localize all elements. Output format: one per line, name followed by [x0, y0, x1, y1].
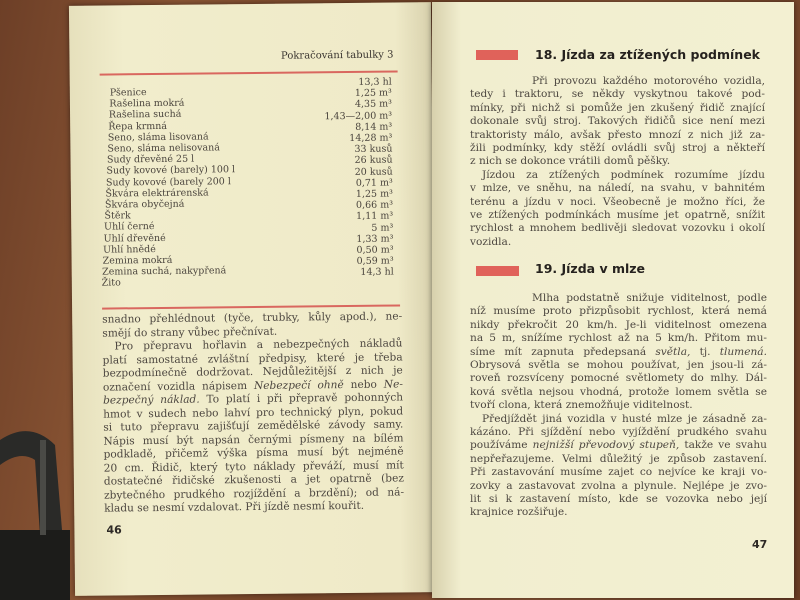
text-line: bezpečný náklad. To platí i při přepravě pohonných: [102, 391, 404, 407]
text-line: zbytečného prudkého rozjíždění a brzdění); od ná-: [103, 485, 405, 502]
text-line: dostatečné řidičské zkušenosti a jet opatrně (bez: [103, 472, 404, 488]
table-row-label: Sudy kovové (barely) 100 l: [106, 164, 236, 177]
page-number-left: 46: [106, 523, 122, 537]
text-line: roveň rozsvíceny pomocné světlomety do mlhy. Dál-: [470, 372, 767, 385]
table-row-label: Sudy kovové (barely 200 l: [105, 175, 231, 189]
text-line: tvoří clona, která znemožňuje viditelnost.: [470, 399, 693, 412]
text-line: kladu se nesmí vzdalovat. Při jízdě nesmí kouřit.: [104, 499, 365, 515]
table-row-label: Uhlí dřevěné: [103, 232, 166, 245]
text-line: dokonale svůj stroj. Takových řidičů sice není mezi: [470, 115, 765, 128]
table-row-label: Seno, sláma lisovaná: [107, 131, 209, 144]
table-row-value: 1,11 m³: [356, 210, 394, 223]
table-row-label: Seno, sláma nelisovaná: [107, 142, 220, 155]
text-line: v mlze, ve sněhu, na náledí, na svahu, v bahnitém: [470, 182, 765, 195]
table-row-value: 0,66 m³: [355, 199, 394, 212]
right-page: [432, 2, 794, 598]
table-row-value: 1,25 m³: [355, 188, 393, 200]
text-line: terénu a jízdu v noci. Všeobecně je možno říci, že: [470, 195, 765, 208]
table-row-label: Sudy dřevěné 25 l: [106, 153, 195, 166]
table-row-value: 1,43—2,00 m³: [324, 110, 393, 122]
text-line: krajnice rozšiřuje.: [470, 506, 568, 519]
text-line: hmot v sudech nebo lahví pro technický plyn, pokud: [103, 404, 404, 421]
conversion-table: [70, 76, 434, 290]
table-row-label: Řepa krmná: [108, 120, 168, 133]
text-line: používáme nejnižší převodový stupeň, takže ve svahu: [470, 439, 768, 452]
text-line: z nich se dokonce vrátili domů pěšky.: [470, 155, 671, 168]
left-page: [69, 2, 437, 596]
table-row-value: 14,3 hl: [360, 266, 394, 279]
text-line: tedy i traktoru, se někdy vyskytnou takové pod-: [470, 88, 765, 101]
text-line: ve ztížených podmínkách musíme jet opatrně, snížit: [470, 209, 765, 221]
table-row-value: 0,50 m³: [356, 244, 394, 256]
table-row-value: 14,28 m³: [349, 132, 393, 144]
table-row-label: Zemina mokrá: [102, 254, 173, 267]
red-rule-top: [100, 70, 398, 75]
section-19-red-marker: [476, 266, 519, 276]
table-row-value: 1,33 m³: [356, 233, 394, 245]
text-line: nepřeřazujeme. Velmi důležitý je způsob zastavení.: [470, 452, 767, 465]
table-row-label: Škvára elektrárenská: [105, 187, 209, 200]
text-line: bezpodmínečně dodržovat. Nejdůležitější z nich je: [102, 364, 403, 380]
table-row-label: Žito: [101, 277, 121, 289]
text-line: vozidla.: [470, 235, 512, 248]
text-line: 20 cm. Řidič, který tyto náklady převáží, musí mít: [103, 458, 404, 475]
table-row-label: Škvára obyčejná: [104, 198, 185, 211]
table-row-value: 0,59 m³: [356, 255, 394, 268]
table-row-label: Rašelina suchá: [108, 109, 182, 121]
text-line: Při zastavování musíme zajet co nejvíce ke kraji vo-: [470, 466, 767, 479]
text-line: žili podmínky, kdy stěží ovládli svůj stroj a někteří: [470, 142, 765, 154]
table-row-value: 5 m³: [371, 222, 394, 234]
text-line: traktoristy málo, avšak přesto mnozí z nich již za-: [470, 128, 765, 141]
text-line: Jízdou za ztížených podmínek rozumíme jízdu: [482, 168, 765, 181]
table-row-label: Uhlí hnědé: [103, 243, 156, 256]
page-number-right: 47: [752, 538, 768, 551]
text-line: síme mít zapnuta předepsaná světla, tj. tlumená.: [470, 345, 767, 358]
text-line: Při provozu každého motorového vozidla,: [532, 75, 765, 87]
section-19-heading: 19. Jízda v mlze: [535, 261, 646, 276]
text-line: označení vozidla nápisem Nebezpečí ohně nebo Ne-: [102, 377, 403, 394]
text-line: mínky, při nichž si pomůže jen zkušený řidič znající: [470, 101, 765, 114]
table-continuation-header: Pokračování tabulky 3: [280, 49, 394, 62]
text-line: Pro přepravu hořlavin a nebezpečných nákladů: [114, 337, 403, 353]
table-row-value: 4,35 m³: [354, 98, 393, 111]
table-row-value: 26 kusů: [354, 154, 393, 167]
text-line: níž musíme proto přizpůsobit rychlost, která nemá: [470, 305, 767, 318]
table-row-value: 20 kusů: [354, 166, 393, 178]
table-row-label: Pšenice: [109, 87, 147, 99]
table-row-value: 8,14 m³: [355, 121, 393, 133]
text-line: zovky a zastavovat zvolna a plynule. Nejlépe je zvo-: [470, 479, 767, 492]
text-line: smějí do strany vůbec přečnívat.: [102, 325, 278, 340]
text-line: snadno přehlédnout (tyče, trubky, kůly apod.), ne-: [102, 310, 403, 326]
section-18-heading: 18. Jízda za ztížených podmínek: [535, 47, 760, 62]
text-line: Obrysová světla se mohou používat, jen jsou-li zá-: [470, 359, 767, 371]
table-row-value: 1,25 m³: [354, 87, 392, 100]
text-line: podkladě, přičemž výška písma musí být nejméně: [103, 445, 404, 461]
table-row-value: 33 kusů: [354, 143, 393, 156]
text-line: na 5 m, snížíme rychlost až na 5 km/h. Přitom mu-: [470, 332, 767, 345]
red-rule-bottom: [102, 304, 400, 309]
table-row-label: Zemina suchá, nakypřená: [102, 265, 227, 278]
text-line: lit si k zastavení místo, kde se vozovka nebo její: [470, 493, 767, 505]
table-row-value: 0,71 m³: [355, 177, 393, 189]
text-line: si tuto přepravu zajišťují zemědělské závody samy.: [103, 418, 404, 434]
table-row-label: Rašelina mokrá: [109, 97, 185, 110]
text-line: ková světla nejsou vhodná, protože lomem světla se: [470, 385, 767, 398]
table-row-label: Štěrk: [104, 210, 131, 222]
text-line: Mlha podstatně snižuje viditelnost, podle: [532, 292, 767, 304]
text-line: platí samostatné zvláštní předpisy, které je třeba: [102, 350, 403, 367]
text-line: rychlost a mnohem bedlivěji sledovat vozovku i okolí: [470, 222, 765, 235]
table-row-value: 13,3 hl: [358, 76, 392, 88]
text-line: Předjíždět jiná vozidla v husté mlze je zásadně za-: [482, 412, 767, 425]
text-line: nikdy překročit 20 km/h. Je-li viditelnost omezena: [470, 318, 767, 331]
clamp-object: [0, 420, 70, 600]
section-18-red-marker: [476, 50, 518, 60]
text-line: Nápis musí být napsán černými písmeny na bílém: [103, 431, 404, 448]
text-line: kázáno. Při sjíždění nebo vyjíždění prudkého svahu: [470, 426, 767, 438]
table-row-label: Uhlí černé: [103, 221, 155, 233]
